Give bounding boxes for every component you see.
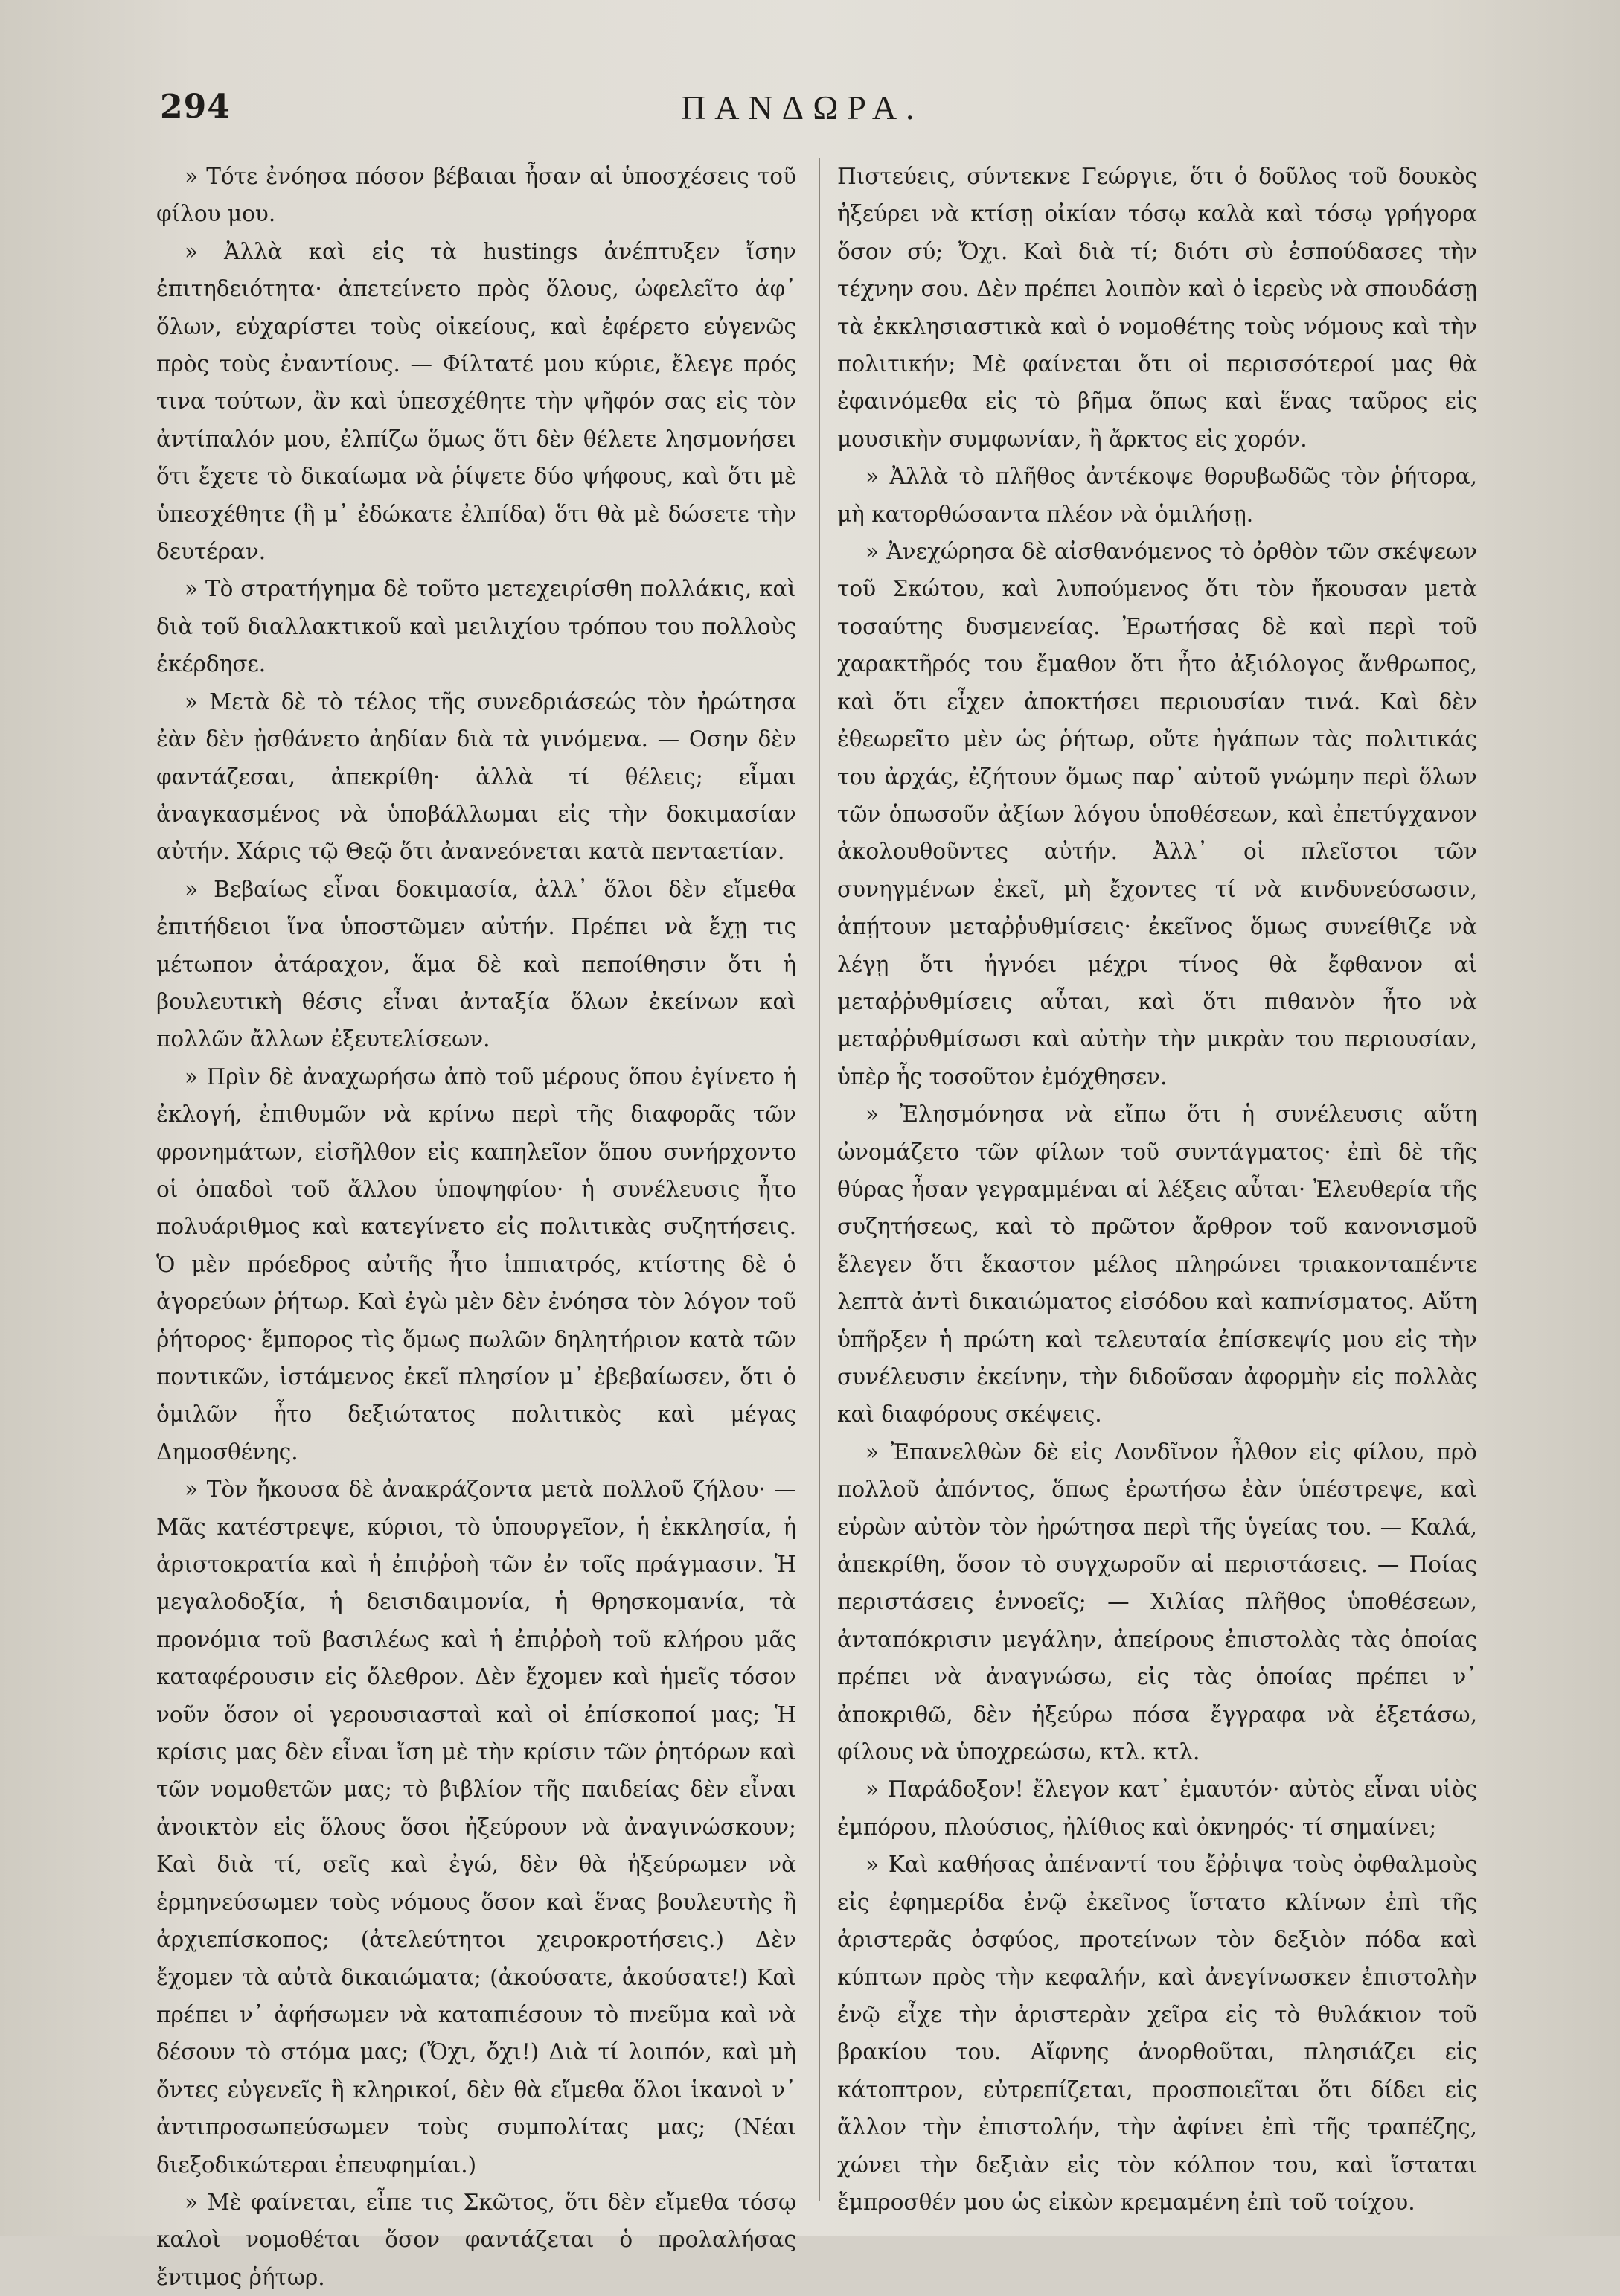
paragraph: » Ἐπανελθὼν δὲ εἰς Λονδῖνον ἦλθον εἰς φίλου, πρὸ πολλοῦ ἀπόντος, ὅπως ἐρωτήσω ἐὰν ὑπέστρεψε, καὶ εὑρὼν αὐτὸν τὸν ἠρώτησα περὶ τῆς ὑγείας του. — Καλά, ἀπεκρίθη, ὅσον τὸ συγχωροῦν αἱ περιστάσεις. — Ποίας περιστάσεις ἐννοεῖς; — Χιλίας πλῆθος ὑποθέσεων, ἀνταπόκρισιν μεγάλην, ἀπείρους ἐπιστολὰς τὰς ὁποίας πρέπει νὰ ἀναγνώσω, εἰς τὰς ὁποίας πρέπει ν᾽ ἀποκριθῶ, δὲν ἠξεύρω πόσα ἔγγραφα νὰ ἐξετάσω, φίλους νὰ ὑποχρεώσω, κτλ. κτλ. <box>837 1439 1477 1765</box>
left-column <box>156 158 796 2290</box>
paragraph: » Τότε ἐνόησα πόσον βέβαιαι ἦσαν αἱ ὑποσχέσεις τοῦ φίλου μου. <box>156 164 796 227</box>
page-number: 294 <box>160 88 231 126</box>
paragraph: » Καὶ καθήσας ἀπέναντί του ἔῤῥιψα τοὺς ὀφθαλμοὺς εἰς ἐφημερίδα ἐνῷ ἐκεῖνος ἵστατο κλίνων ἐπὶ τῆς ἀριστερᾶς ὀσφύος, προτείνων τὸν δεξιὸν πόδα καὶ κύπτων πρὸς τὴν κεφαλήν, καὶ ἀνεγίνωσκεν ἐπιστολὴν ἐνῷ εἶχε τὴν ἀριστερὰν χεῖρα εἰς τὸ θυλάκιον τοῦ βρακίου του. Αἴφνης ἀνορθοῦται, πλησιάζει εἰς κάτοπτρον, εὐτρεπίζεται, προσποιεῖται ὅτι δίδει εἰς ἄλλον τὴν ἐπιστολήν, τὴν ἀφίνει ἐπὶ τῆς τραπέζης, χώνει τὴν δεξιὰν εἰς τὸν κόλπον του, καὶ ἵσταται ἔμπροσθέν μου ὡς εἰκὼν κρεμαμένη ἐπὶ τοῦ τοίχου. <box>837 1852 1477 2215</box>
paragraph: » Τὸν ἤκουσα δὲ ἀνακράζοντα μετὰ πολλοῦ ζήλου· — Μᾶς κατέστρεψε, κύριοι, τὸ ὑπουργεῖον, ἡ ἐκκλησία, ἡ ἀριστοκρατία καὶ ἡ ἐπιῤῥοὴ τῶν ἐν τοῖς πράγμασιν. Ἡ μεγαλοδοξία, ἡ δεισιδαιμονία, ἡ θρησκομανία, τὰ προνόμια τοῦ βασιλέως καὶ ἡ ἐπιῤῥοὴ τοῦ κλήρου μᾶς καταφέρουσιν εἰς ὄλεθρον. Δὲν ἔχομεν καὶ ἡμεῖς τόσον νοῦν ὅσον οἱ γερουσιασταὶ καὶ οἱ ἐπίσκοποί μας; Ἡ κρίσις μας δὲν εἶναι ἴση μὲ τὴν κρίσιν τῶν ῥητόρων καὶ τῶν νομοθετῶν μας; τὸ βιβλίον τῆς παιδείας δὲν εἶναι ἀνοικτὸν εἰς ὅλους ὅσοι ἠξεύρουν νὰ ἀναγινώσκουν; Καὶ διὰ τί, σεῖς καὶ ἐγώ, δὲν θὰ ἠξεύρωμεν νὰ ἑρμηνεύσωμεν τοὺς νόμους ὅσον καὶ ἕνας βουλευτὴς ἢ ἀρχιεπίσκοπος; (ἀτελεύτητοι χειροκροτήσεις.) Δὲν ἔχομεν τὰ αὐτὰ δικαιώματα; (ἀκούσατε, ἀκούσατε!) Καὶ πρέπει ν᾽ ἀφήσωμεν νὰ καταπιέσουν τὸ πνεῦμα καὶ νὰ δέσουν τὸ στόμα μας; (Ὄχι, ὄχι!) Διὰ τί λοιπόν, καὶ μὴ ὄντες εὐγενεῖς ἢ κληρικοί, δὲν θὰ εἴμεθα ὅλοι ἱκανοὶ ν᾽ ἀντιπροσωπεύσωμεν τοὺς συμπολίτας μας; (Νέαι διεξοδικώτεραι ἐπευφημίαι.) <box>156 1477 796 2178</box>
paragraph: » Ἀλλὰ τὸ πλῆθος ἀντέκοψε θορυβωδῶς τὸν ῥήτορα, μὴ κατορθώσαντα πλέον νὰ ὁμιλήσῃ. <box>837 464 1477 527</box>
running-header <box>160 88 1592 147</box>
paragraph: » Ἀνεχώρησα δὲ αἰσθανόμενος τὸ ὀρθὸν τῶν σκέψεων τοῦ Σκώτου, καὶ λυπούμενος ὅτι τὸν ἤκουσαν μετὰ τοσαύτης δυσμενείας. Ἐρωτήσας δὲ καὶ περὶ τοῦ χαρακτῆρός του ἔμαθον ὅτι ἦτο ἀξιόλογος ἄνθρωπος, καὶ ὅτι εἶχεν ἀποκτήσει περιουσίαν τινά. Καὶ δὲν ἐθεωρεῖτο μὲν ὡς ῥήτωρ, οὔτε ἠγάπων τὰς πολιτικάς του ἀρχάς, ἐζήτουν ὅμως παρ᾽ αὐτοῦ γνώμην περὶ ὅλων τῶν ὁπωσοῦν ἀξίων λόγου ὑποθέσεων, καὶ ἐπετύγχανον ἀκολουθοῦντες αὐτήν. Ἀλλ᾽ οἱ πλεῖστοι τῶν συνηγμένων ἐκεῖ, μὴ ἔχοντες τί νὰ κινδυνεύσωσιν, ἀπῄτουν μεταῤῥυθμίσεις· ἐκεῖνος ὅμως συνείθιζε νὰ λέγῃ ὅτι ἠγνόει μέχρι τίνος θὰ ἔφθανον αἱ μεταῤῥυθμίσεις αὗται, καὶ ὅτι πιθανὸν ἦτο νὰ μεταῤῥυθμίσωσι καὶ αὐτὴν τὴν μικρὰν του περιουσίαν, ὑπὲρ ἧς τοσοῦτον ἐμόχθησεν. <box>837 539 1477 1090</box>
paragraph: » Παράδοξον! ἔλεγον κατ᾽ ἐμαυτόν· αὐτὸς εἶναι υἱὸς ἐμπόρου, πλούσιος, ἠλίθιος καὶ ὀκνηρός· τί σημαίνει; <box>837 1777 1477 1840</box>
paragraph: » Ἐλησμόνησα νὰ εἴπω ὅτι ἡ συνέλευσις αὕτη ὠνομάζετο τῶν φίλων τοῦ συντάγματος· ἐπὶ δὲ τῆς θύρας ἦσαν γεγραμμέναι αἱ λέξεις αὗται· Ἐλευθερία τῆς συζητήσεως, καὶ τὸ πρῶτον ἄρθρον τοῦ κανονισμοῦ ἔλεγεν ὅτι ἕκαστον μέλος πληρώνει τριακονταπέντε λεπτὰ ἀντὶ δικαιώματος εἰσόδου καὶ καπνίσματος. Αὕτη ὑπῆρξεν ἡ πρώτη καὶ τελευταία ἐπίσκεψίς μου εἰς τὴν συνέλευσιν ἐκείνην, τὴν διδοῦσαν ἀφορμὴν εἰς πολλὰς καὶ διαφόρους σκέψεις. <box>837 1101 1477 1427</box>
running-title: ΠΑΝΔΩΡΑ. <box>681 89 923 127</box>
column-divider <box>819 158 820 2201</box>
right-column <box>837 158 1477 2215</box>
paragraph: » Μὲ φαίνεται, εἶπε τις Σκῶτος, ὅτι δὲν εἴμεθα τόσῳ καλοὶ νομοθέται ὅσον φαντάζεται ὁ προλαλήσας ἔντιμος ῥήτωρ. <box>156 2189 796 2290</box>
paragraph: » Πρὶν δὲ ἀναχωρήσω ἀπὸ τοῦ μέρους ὅπου ἐγίνετο ἡ ἐκλογή, ἐπιθυμῶν νὰ κρίνω περὶ τῆς διαφορᾶς τῶν φρονημάτων, εἰσῆλθον εἰς καπηλεῖον ὅπου συνήρχοντο οἱ ὀπαδοὶ τοῦ ἄλλου ὑποψηφίου· ἡ συνέλευσις ἦτο πολυάριθμος καὶ κατεγίνετο εἰς πολιτικὰς συζητήσεις. Ὁ μὲν πρόεδρος αὐτῆς ἦτο ἰππιατρός, κτίστης δὲ ὁ ἀγορεύων ῥήτωρ. Καὶ ἐγὼ μὲν δὲν ἐνόησα τὸν λόγον τοῦ ῥήτορος· ἔμπορος τὶς ὅμως πωλῶν δηλητήριον κατὰ τῶν ποντικῶν, ἱστάμενος ἐκεῖ πλησίον μ᾽ ἐβεβαίωσεν, ὅτι ὁ ὁμιλῶν ἦτο δεξιώτατος πολιτικὸς καὶ μέγας Δημοσθένης. <box>156 1064 796 1465</box>
paragraph: » Βεβαίως εἶναι δοκιμασία, ἀλλ᾽ ὅλοι δὲν εἴμεθα ἐπιτήδειοι ἵνα ὑποστῶμεν αὐτήν. Πρέπει νὰ ἔχῃ τις μέτωπον ἀτάραχον, ἅμα δὲ καὶ πεποίθησιν ὅτι ἡ βουλευτικὴ θέσις εἶναι ἀνταξία ὅλων ἐκείνων καὶ πολλῶν ἄλλων ἐξευτελίσεων. <box>156 876 796 1052</box>
paragraph: » Ἀλλὰ καὶ εἰς τὰ hustings ἀνέπτυξεν ἴσην ἐπιτηδειότητα· ἀπετείνετο πρὸς ὅλους, ὠφελεῖτο ἀφ᾽ ὅλων, εὐχαρίστει τοὺς οἰκείους, καὶ ἐφέρετο εὐγενῶς πρὸς τοὺς ἐναντίους. — Φίλτατέ μου κύριε, ἔλεγε πρός τινα τούτων, ἂν καὶ ὑπεσχέθητε τὴν ψῆφόν σας εἰς τὸν ἀντίπαλόν μου, ἐλπίζω ὅμως ὅτι δὲν θέλετε λησμονήσει ὅτι ἔχετε τὸ δικαίωμα νὰ ῥίψετε δύο ψήφους, καὶ ὅτι μὲ ὑπεσχέθητε (ἢ μ᾽ ἐδώκατε ἐλπίδα) ὅτι θὰ μὲ δώσετε τὴν δευτέραν. <box>156 238 796 565</box>
paragraph: » Τὸ στρατήγημα δὲ τοῦτο μετεχειρίσθη πολλάκις, καὶ διὰ τοῦ διαλλακτικοῦ καὶ μειλιχίου τρόπου του πολλοὺς ἐκέρδησε. <box>156 576 796 677</box>
paragraph-continued: Πιστεύεις, σύντεκνε Γεώργιε, ὅτι ὁ δοῦλος τοῦ δουκὸς ἠξεύρει νὰ κτίσῃ οἰκίαν τόσῳ καλὰ καὶ τόσῳ γρήγορα ὅσον σύ; Ὄχι. Καὶ διὰ τί; διότι σὺ ἐσπούδασες τὴν τέχνην σου. Δὲν πρέπει λοιπὸν καὶ ὁ ἱερεὺς νὰ σπουδάσῃ τὰ ἐκκλησιαστικὰ καὶ ὁ νομοθέτης τοὺς νόμους καὶ τὴν πολιτικήν; Μὲ φαίνεται ὅτι οἱ περισσότεροί μας θὰ ἐφαινόμεθα εἰς τὸ βῆμα ὅπως καὶ ἕνας ταῦρος εἰς μουσικὴν συμφωνίαν, ἢ ἄρκτος εἰς χορόν. <box>837 164 1477 452</box>
paragraph: » Μετὰ δὲ τὸ τέλος τῆς συνεδριάσεώς τὸν ἠρώτησα ἐὰν δὲν ᾐσθάνετο ἀηδίαν διὰ τὰ γινόμενα. — Οσην δὲν φαντάζεσαι, ἀπεκρίθη· ἀλλὰ τί θέλεις; εἶμαι ἀναγκασμένος νὰ ὑποβάλλωμαι εἰς τὴν δοκιμασίαν αὐτήν. Χάρις τῷ Θεῷ ὅτι ἀνανεόνεται κατὰ πενταετίαν. <box>156 688 796 865</box>
